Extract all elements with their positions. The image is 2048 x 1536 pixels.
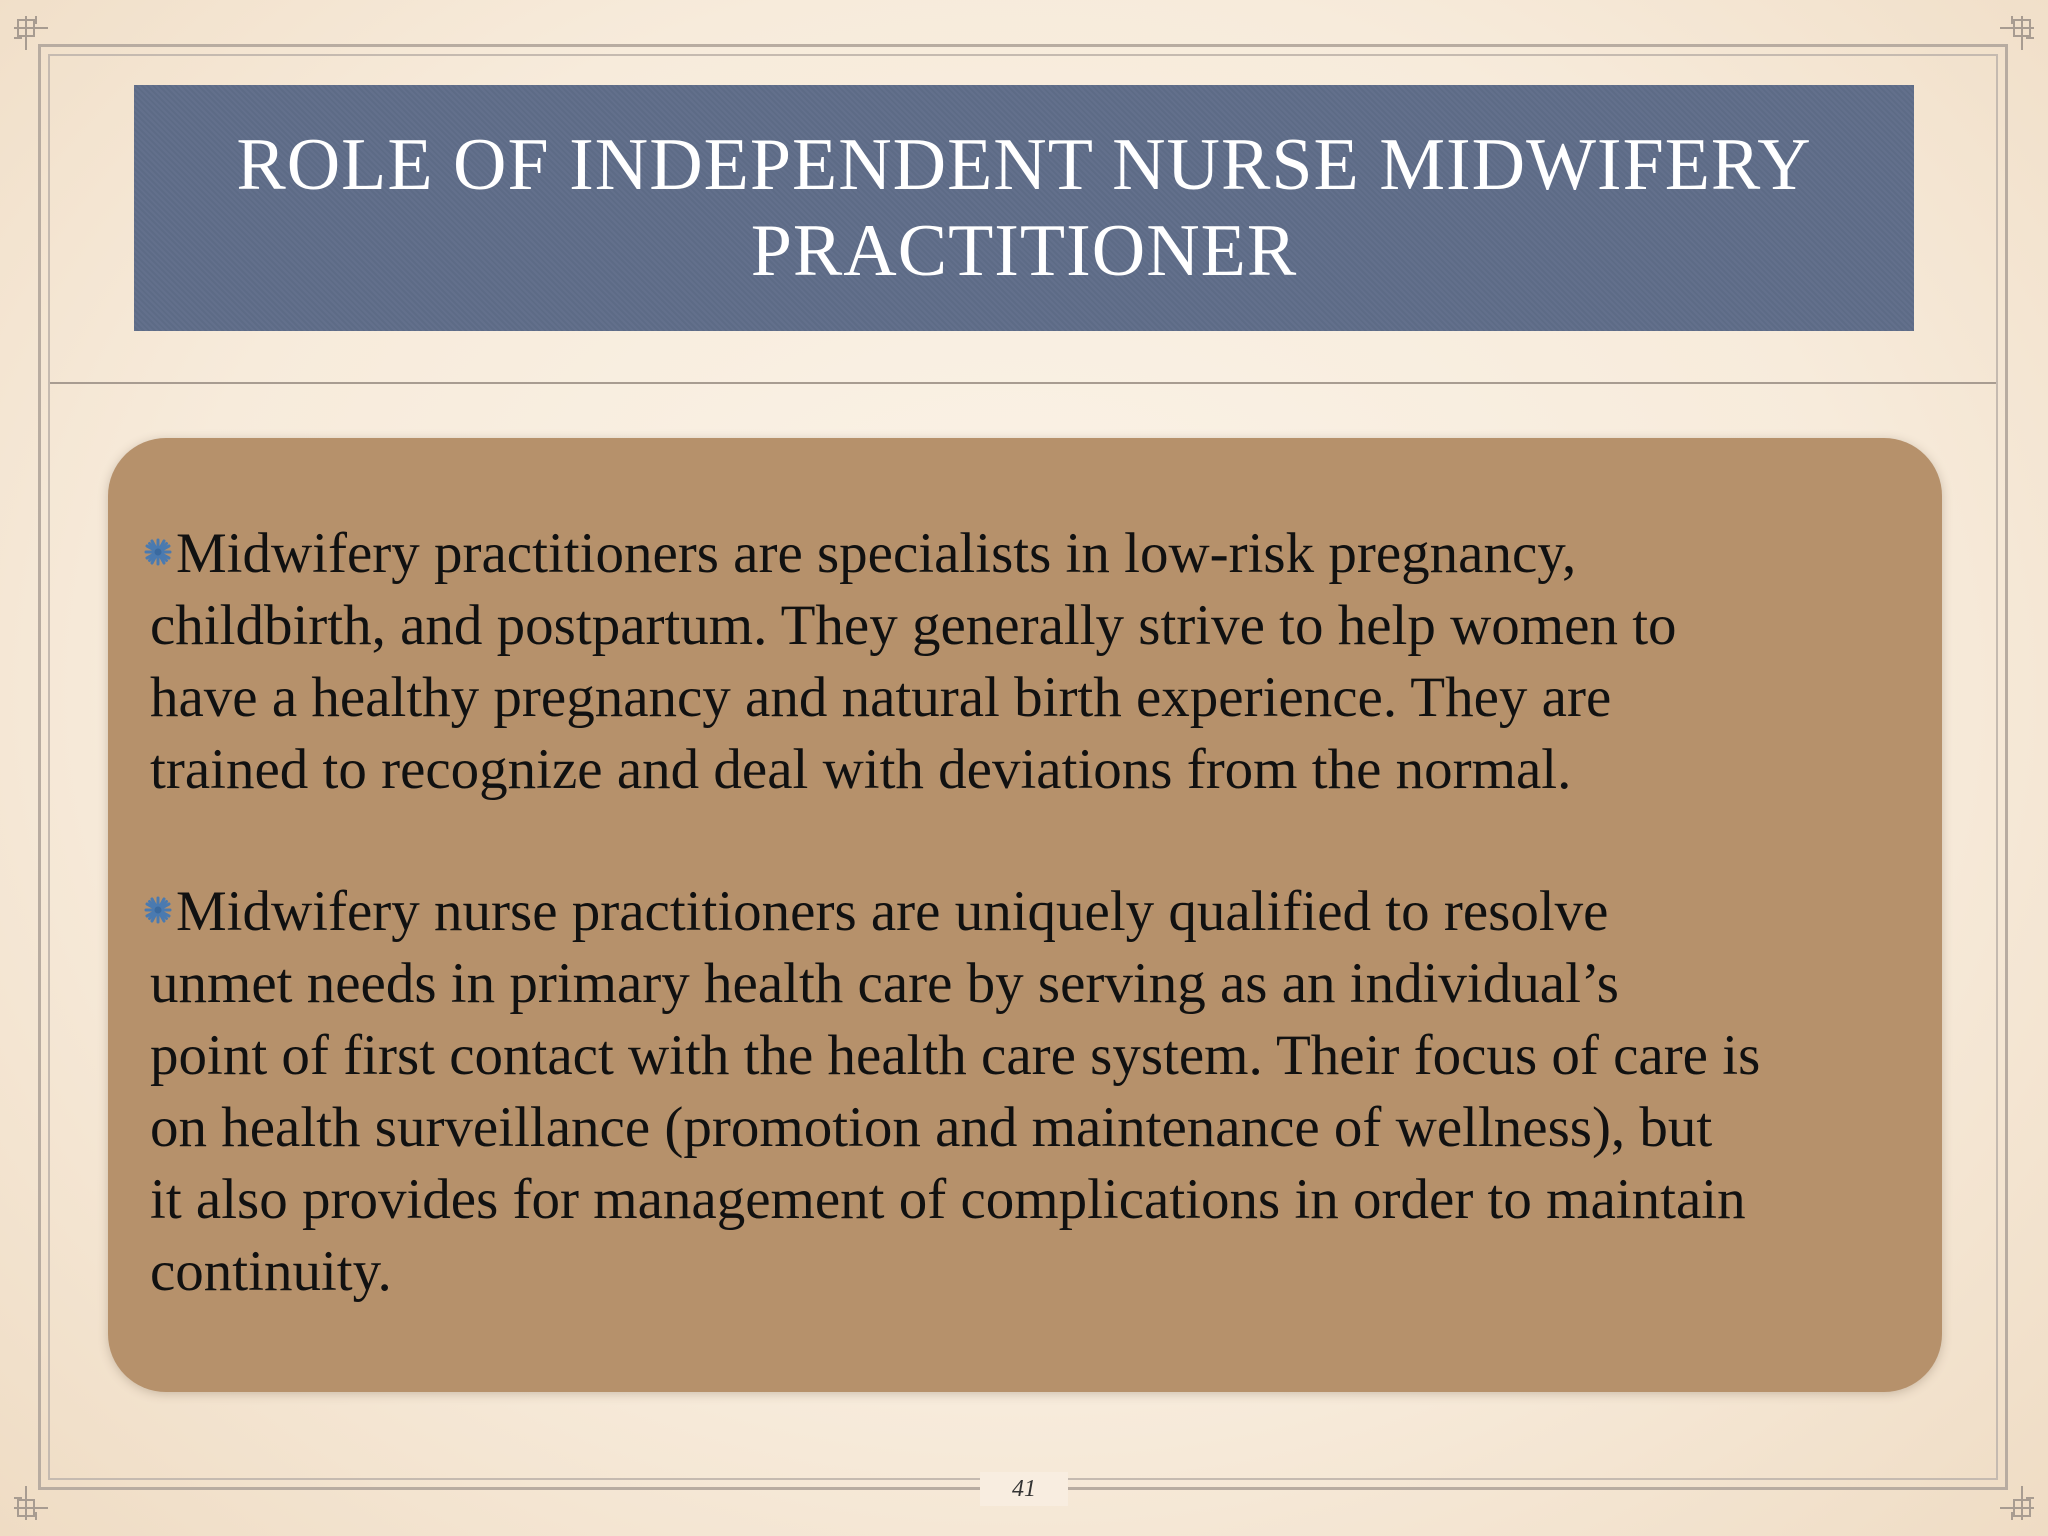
bullet-2-line-6: continuity.	[150, 1240, 392, 1303]
bullet-1-line-2: childbirth, and postpartum. They generally strive to help women to	[150, 594, 1677, 657]
slide-title-line-2: PRACTITIONER	[750, 210, 1298, 292]
bullet-2-line-2: unmet needs in primary health care by serving as an individual’s	[150, 952, 1619, 1015]
bullet-2-line-3: point of first contact with the health care system. Their focus of care is	[150, 1024, 1761, 1087]
page-number: 41	[1012, 1475, 1036, 1502]
bullet-2-line-5: it also provides for management of complications in order to maintain	[150, 1168, 1746, 1231]
bullet-2-line-4: on health surveillance (promotion and maintenance of wellness), but	[150, 1096, 1713, 1159]
title-divider	[50, 382, 1996, 384]
slide-title-line-1: ROLE OF INDEPENDENT NURSE MIDWIFERY	[236, 124, 1812, 206]
bullet-1-line-1: Midwifery practitioners are specialists in low-risk pregnancy,	[176, 522, 1577, 585]
bullet-line	[140, 518, 1940, 590]
asterisk-flower-icon	[140, 534, 176, 570]
bullet-1-line-3: have a healthy pregnancy and natural birth experience. They are	[150, 666, 1612, 729]
page-number-badge	[980, 1472, 1068, 1506]
slide-title	[236, 122, 1811, 294]
bullet-2-line-1: Midwifery nurse practitioners are uniquely qualified to resolve	[176, 880, 1609, 943]
content-panel	[108, 438, 1942, 1392]
title-banner	[134, 85, 1914, 331]
asterisk-flower-icon	[140, 892, 176, 928]
ornamental-corner-icon	[12, 14, 62, 64]
bullet-line	[140, 876, 1940, 948]
bullet-item	[140, 518, 1940, 806]
ornamental-corner-icon	[1986, 14, 2036, 64]
bullet-1-line-4: trained to recognize and deal with deviations from the normal.	[150, 738, 1572, 801]
ornamental-corner-icon	[1986, 1472, 2036, 1522]
ornamental-corner-icon	[12, 1472, 62, 1522]
bullet-item	[140, 876, 1940, 1308]
